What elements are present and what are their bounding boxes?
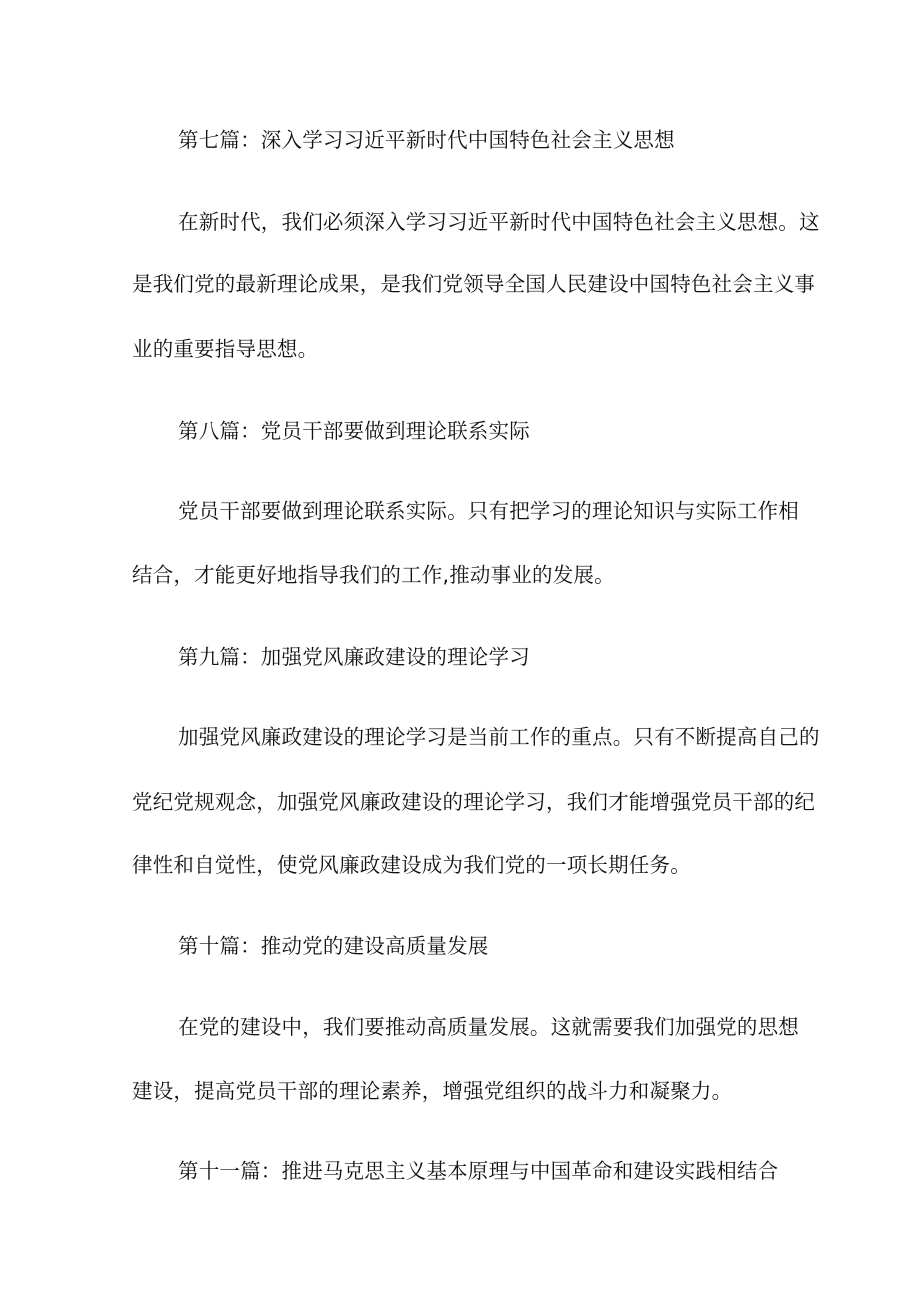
paragraph-line: 党纪党规观念，加强党风廉政建设的理论学习，我们才能增强党员干部的纪 xyxy=(132,790,816,814)
paragraph-line: 是我们党的最新理论成果，是我们党领导全国人民建设中国特色社会主义事 xyxy=(132,272,816,296)
section-heading: 第七篇：深入学习习近平新时代中国特色社会主义思想 xyxy=(178,128,675,152)
paragraph-line: 建设，提高党员干部的理论素养，增强党组织的战斗力和凝聚力。 xyxy=(132,1079,733,1103)
paragraph-line: 党员干部要做到理论联系实际。只有把学习的理论知识与实际工作相 xyxy=(178,499,799,523)
section-heading: 第九篇：加强党风廉政建设的理论学习 xyxy=(178,645,530,669)
paragraph-line: 结合，才能更好地指导我们的工作,推动事业的发展。 xyxy=(132,563,615,587)
section-heading: 第十篇：推动党的建设高质量发展 xyxy=(178,934,489,958)
section-heading: 第十一篇：推进马克思主义基本原理与中国革命和建设实践相结合 xyxy=(178,1159,779,1183)
paragraph-line: 在党的建设中，我们要推动高质量发展。这就需要我们加强党的思想 xyxy=(178,1015,799,1039)
paragraph-line: 律性和自觉性，使党风廉政建设成为我们党的一项长期任务。 xyxy=(132,853,691,877)
section-heading: 第八篇：党员干部要做到理论联系实际 xyxy=(178,419,530,443)
paragraph-line: 业的重要指导思想。 xyxy=(132,337,319,361)
paragraph-line: 加强党风廉政建设的理论学习是当前工作的重点。只有不断提高自己的 xyxy=(178,725,820,749)
paragraph-line: 在新时代，我们必须深入学习习近平新时代中国特色社会主义思想。这 xyxy=(178,210,820,234)
